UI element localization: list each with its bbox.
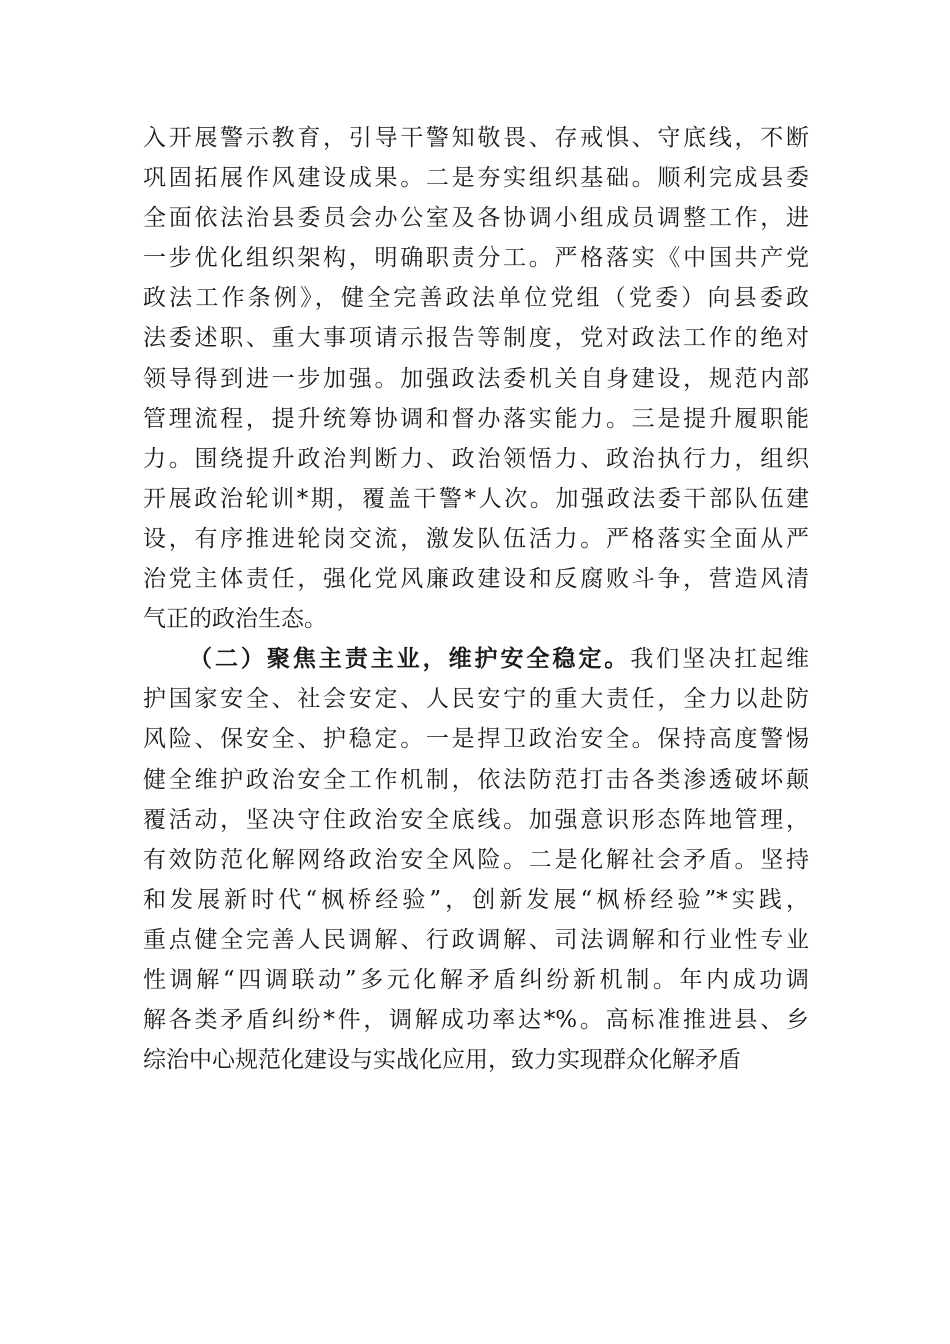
text-line: 和发展新时代“枫桥经验”，创新发展“枫桥经验”*实践，: [143, 886, 809, 913]
paragraph-1: [143, 118, 809, 639]
text-line: 重点健全完善人民调解、行政调解、司法调解和行业性专业: [143, 926, 809, 953]
section-heading: （二）聚焦主责主业，维护安全稳定。: [189, 645, 631, 673]
text-line: 设，有序推进轮岗交流，激发队伍活力。严格落实全面从严: [143, 525, 809, 552]
text-line: 风险、保安全、护稳定。一是捍卫政治安全。保持高度警惕: [143, 726, 809, 753]
text-line: 入开展警示教育，引导干警知敬畏、存戒惧、守底线，不断: [143, 125, 809, 151]
text-line: 性调解“四调联动”多元化解矛盾纠纷新机制。年内成功调: [143, 966, 809, 993]
paragraph-2-first-line: [143, 639, 809, 679]
text-line: 开展政治轮训*期，覆盖干警*人次。加强政法委干部队伍建: [143, 485, 809, 512]
text-line: 力。围绕提升政治判断力、政治领悟力、政治执行力，组织: [143, 445, 809, 472]
text-line: 巩固拓展作风建设成果。二是夯实组织基础。顺利完成县委: [143, 165, 809, 192]
heading-continuation: 我们坚决扛起维: [630, 646, 810, 673]
text-line: 覆活动，坚决守住政治安全底线。加强意识形态阵地管理，: [143, 806, 809, 833]
text-line: 健全维护政治安全工作机制，依法防范打击各类渗透破坏颠: [143, 766, 809, 793]
text-line: 政法工作条例》，健全完善政法单位党组（党委）向县委政: [143, 285, 809, 312]
document-body: [143, 118, 809, 1080]
text-line: 解各类矛盾纠纷*件，调解成功率达*%。高标准推进县、乡: [143, 1007, 809, 1034]
text-line: 一步优化组织架构，明确职责分工。严格落实《中国共产党: [143, 245, 809, 272]
text-line: 治党主体责任，强化党风廉政建设和反腐败斗争，营造风清: [143, 566, 809, 593]
text-line: 领导得到进一步加强。加强政法委机关自身建设，规范内部: [143, 365, 809, 392]
text-line: 气正的政治生态。: [143, 606, 327, 633]
text-line: 全面依法治县委员会办公室及各协调小组成员调整工作，进: [143, 205, 809, 232]
text-line: 管理流程，提升统筹协调和督办落实能力。三是提升履职能: [143, 405, 809, 432]
text-line: 有效防范化解网络政治安全风险。二是化解社会矛盾。坚持: [143, 846, 809, 873]
paragraph-2: [143, 639, 809, 1080]
text-line: 护国家安全、社会安定、人民安宁的重大责任，全力以赴防: [143, 686, 809, 713]
text-line: 法委述职、重大事项请示报告等制度，党对政法工作的绝对: [143, 325, 809, 352]
text-line: 综治中心规范化建设与实战化应用，致力实现群众化解矛盾: [143, 1047, 741, 1074]
